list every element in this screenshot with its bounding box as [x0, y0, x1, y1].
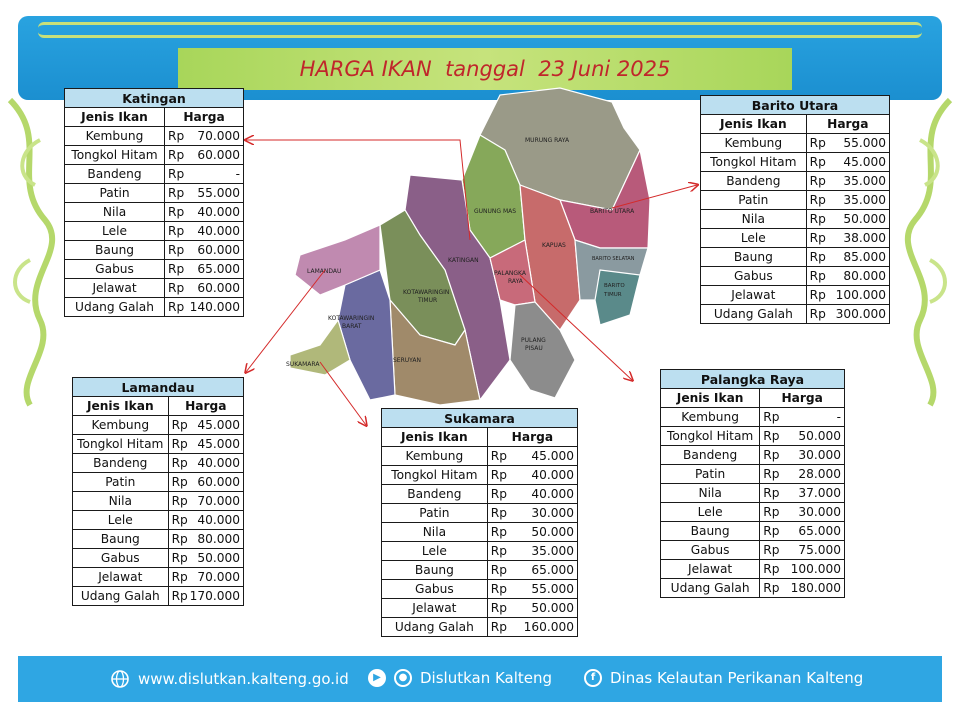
price-cell — [806, 210, 889, 229]
price-cell — [165, 298, 244, 317]
price-value: 30.000 — [513, 504, 578, 523]
price-value: 50.000 — [197, 551, 240, 565]
price-cell — [165, 165, 244, 184]
fish-name: Udang Galah — [701, 305, 807, 324]
fish-name: Tongkol Hitam — [701, 153, 807, 172]
fish-name: Bandeng — [382, 485, 488, 504]
currency-label: Rp — [760, 465, 784, 484]
table-title: Barito Utara — [701, 96, 890, 115]
fish-name: Bandeng — [73, 454, 169, 473]
currency-label: Rp — [809, 288, 826, 302]
table-barito-utara — [700, 95, 890, 324]
fish-name: Gabus — [73, 549, 169, 568]
map-label-barito-timur-1: BARITO — [604, 283, 625, 289]
table-row — [661, 484, 845, 503]
table-row — [661, 522, 845, 541]
map-label-gunung-mas: GUNUNG MAS — [474, 208, 517, 215]
table-row — [661, 541, 845, 560]
price-value: 55.000 — [197, 186, 240, 200]
price-value: 70.000 — [197, 494, 240, 508]
currency-label: Rp — [171, 551, 188, 565]
globe-icon — [110, 669, 130, 689]
fish-name: Tongkol Hitam — [661, 427, 760, 446]
price-value: 60.000 — [197, 475, 240, 489]
currency-label: Rp — [809, 212, 826, 226]
price-cell — [165, 260, 244, 279]
price-cell — [806, 191, 889, 210]
price-value: 60.000 — [197, 148, 240, 162]
price-value: 50.000 — [513, 523, 578, 542]
fish-name: Baung — [65, 241, 165, 260]
price-value: 300.000 — [835, 307, 886, 321]
table-row — [382, 599, 578, 618]
currency-label: Rp — [760, 484, 784, 503]
table-row — [73, 492, 244, 511]
price-value: 65.000 — [197, 262, 240, 276]
footer-social-text: Dislutkan Kalteng — [420, 669, 553, 687]
table-row — [65, 298, 244, 317]
price-value: 45.000 — [513, 447, 578, 466]
table-row — [701, 267, 890, 286]
fish-name: Baung — [73, 530, 169, 549]
price-cell — [806, 286, 889, 305]
table-row — [701, 248, 890, 267]
price-cell — [168, 568, 243, 587]
table-row — [65, 222, 244, 241]
currency-label: Rp — [760, 541, 784, 560]
table-sukamara — [381, 408, 578, 637]
footer-bar — [18, 656, 942, 702]
price-value: 85.000 — [843, 250, 886, 264]
currency-label: Rp — [487, 485, 513, 504]
currency-label: Rp — [168, 148, 185, 162]
table-row — [73, 530, 244, 549]
footer-website[interactable] — [110, 669, 349, 689]
price-value: 28.000 — [784, 465, 845, 484]
fish-name: Tongkol Hitam — [73, 435, 169, 454]
price-value: 65.000 — [784, 522, 845, 541]
map-label-barito-timur-2: TIMUR — [604, 292, 622, 298]
table-title: Sukamara — [382, 409, 578, 428]
price-value: - — [784, 408, 845, 427]
currency-label: Rp — [168, 262, 185, 276]
table-row — [65, 279, 244, 298]
table-row — [65, 260, 244, 279]
price-value: 160.000 — [513, 618, 578, 637]
fish-name: Nila — [65, 203, 165, 222]
table-row — [661, 503, 845, 522]
table-row — [382, 618, 578, 637]
price-value: 50.000 — [513, 599, 578, 618]
column-header-price: Harga — [168, 397, 243, 416]
table-row — [661, 465, 845, 484]
map-label-katingan: KATINGAN — [448, 257, 479, 264]
price-value: 70.000 — [197, 570, 240, 584]
price-value: 80.000 — [843, 269, 886, 283]
currency-label: Rp — [487, 542, 513, 561]
price-cell — [165, 127, 244, 146]
price-value: 50.000 — [843, 212, 886, 226]
price-value: 40.000 — [197, 456, 240, 470]
table-row — [382, 466, 578, 485]
currency-label: Rp — [760, 408, 784, 427]
fish-name: Jelawat — [382, 599, 488, 618]
currency-label: Rp — [487, 561, 513, 580]
price-cell — [165, 241, 244, 260]
fish-name: Gabus — [701, 267, 807, 286]
currency-label: Rp — [168, 281, 185, 295]
price-value: 40.000 — [513, 466, 578, 485]
fish-name: Lele — [661, 503, 760, 522]
fish-name: Lele — [73, 511, 169, 530]
fish-name: Lele — [382, 542, 488, 561]
fish-name: Udang Galah — [65, 298, 165, 317]
table-row — [701, 286, 890, 305]
table-row — [701, 305, 890, 324]
column-header-fish: Jenis Ikan — [661, 389, 760, 408]
table-row — [73, 473, 244, 492]
fish-name: Kembung — [701, 134, 807, 153]
fish-name: Nila — [661, 484, 760, 503]
table-row — [73, 511, 244, 530]
currency-label: Rp — [168, 129, 185, 143]
table-title: Palangka Raya — [661, 370, 845, 389]
table-row — [73, 549, 244, 568]
price-value: 40.000 — [197, 513, 240, 527]
fish-name: Lele — [701, 229, 807, 248]
currency-label: Rp — [809, 193, 826, 207]
fish-name: Bandeng — [701, 172, 807, 191]
fish-name: Gabus — [661, 541, 760, 560]
price-value: 60.000 — [197, 281, 240, 295]
price-value: 35.000 — [843, 174, 886, 188]
fish-name: Patin — [701, 191, 807, 210]
currency-label: Rp — [760, 503, 784, 522]
currency-label: Rp — [487, 447, 513, 466]
price-cell — [168, 530, 243, 549]
price-cell — [168, 492, 243, 511]
map-label-kotawaringin-barat-2: BARAT — [342, 323, 362, 330]
price-cell — [168, 549, 243, 568]
table-row — [73, 435, 244, 454]
price-value: 170.000 — [189, 589, 240, 603]
instagram-icon: ● — [394, 669, 412, 687]
table-row — [65, 184, 244, 203]
fish-name: Patin — [73, 473, 169, 492]
map-label-kotawaringin-timur-2: TIMUR — [418, 297, 438, 304]
map-label-pulang-pisau-2: PISAU — [525, 345, 543, 352]
column-header-fish: Jenis Ikan — [73, 397, 169, 416]
price-value: 40.000 — [197, 205, 240, 219]
fish-name: Baung — [382, 561, 488, 580]
price-cell — [168, 473, 243, 492]
price-cell — [806, 134, 889, 153]
fish-name: Udang Galah — [73, 587, 169, 606]
price-cell — [165, 279, 244, 298]
price-value: 55.000 — [843, 136, 886, 150]
table-title: Lamandau — [73, 378, 244, 397]
price-cell — [165, 184, 244, 203]
currency-label: Rp — [809, 307, 826, 321]
fish-name: Tongkol Hitam — [382, 466, 488, 485]
currency-label: Rp — [487, 580, 513, 599]
facebook-icon: f — [584, 669, 602, 687]
table-title: Katingan — [65, 89, 244, 108]
map-label-palangka-raya-2: RAYA — [508, 278, 523, 285]
table-row — [382, 504, 578, 523]
table-row — [65, 127, 244, 146]
footer-social[interactable] — [368, 669, 552, 687]
fish-name: Kembung — [382, 447, 488, 466]
fish-name: Tongkol Hitam — [65, 146, 165, 165]
table-katingan — [64, 88, 244, 317]
fish-name: Kembung — [65, 127, 165, 146]
table-row — [382, 542, 578, 561]
price-value: 180.000 — [784, 579, 845, 598]
price-cell — [806, 229, 889, 248]
table-row — [382, 580, 578, 599]
table-row — [661, 427, 845, 446]
price-value: 55.000 — [513, 580, 578, 599]
currency-label: Rp — [168, 300, 185, 314]
currency-label: Rp — [809, 250, 826, 264]
currency-label: Rp — [809, 174, 826, 188]
currency-label: Rp — [171, 475, 188, 489]
footer-website-text: www.dislutkan.kalteng.go.id — [138, 670, 349, 688]
table-row — [382, 447, 578, 466]
fish-name: Nila — [382, 523, 488, 542]
table-row — [73, 587, 244, 606]
table-row — [73, 454, 244, 473]
map-label-pulang-pisau-1: PULANG — [521, 337, 546, 344]
price-value: 30.000 — [784, 446, 845, 465]
price-value: 100.000 — [784, 560, 845, 579]
currency-label: Rp — [171, 456, 188, 470]
fish-name: Kembung — [661, 408, 760, 427]
fish-name: Lele — [65, 222, 165, 241]
currency-label: Rp — [487, 523, 513, 542]
currency-label: Rp — [171, 570, 188, 584]
fish-name: Jelawat — [65, 279, 165, 298]
table-row — [65, 165, 244, 184]
region-kotawaringin-barat — [338, 270, 395, 400]
map-label-murung-raya: MURUNG RAYA — [525, 137, 570, 144]
table-row — [65, 146, 244, 165]
price-cell — [806, 172, 889, 191]
currency-label: Rp — [168, 186, 185, 200]
currency-label: Rp — [760, 579, 784, 598]
fish-name: Udang Galah — [661, 579, 760, 598]
price-cell — [168, 416, 243, 435]
column-header-price: Harga — [760, 389, 845, 408]
currency-label: Rp — [171, 494, 188, 508]
price-cell — [168, 435, 243, 454]
currency-label: Rp — [171, 437, 188, 451]
price-value: 45.000 — [843, 155, 886, 169]
column-header-price: Harga — [806, 115, 889, 134]
column-header-fish: Jenis Ikan — [382, 428, 488, 447]
table-palangka-raya — [660, 369, 845, 598]
table-row — [661, 446, 845, 465]
fish-name: Patin — [661, 465, 760, 484]
price-value: 80.000 — [197, 532, 240, 546]
map-label-seruyan: SERUYAN — [393, 357, 421, 364]
currency-label: Rp — [809, 269, 826, 283]
table-row — [73, 568, 244, 587]
fish-name: Patin — [382, 504, 488, 523]
map-label-kotawaringin-barat-1: KOTAWARINGIN — [328, 315, 375, 322]
price-value: 40.000 — [513, 485, 578, 504]
currency-label: Rp — [168, 224, 185, 238]
currency-label: Rp — [171, 418, 188, 432]
price-value: 45.000 — [197, 437, 240, 451]
price-cell — [806, 153, 889, 172]
fish-name: Nila — [73, 492, 169, 511]
table-row — [701, 153, 890, 172]
currency-label: Rp — [171, 532, 188, 546]
price-value: 40.000 — [197, 224, 240, 238]
price-value: 35.000 — [513, 542, 578, 561]
price-cell — [165, 203, 244, 222]
price-value: 37.000 — [784, 484, 845, 503]
fish-name: Nila — [701, 210, 807, 229]
price-cell — [806, 267, 889, 286]
currency-label: Rp — [168, 167, 185, 181]
price-value: 70.000 — [197, 129, 240, 143]
fish-name: Baung — [661, 522, 760, 541]
fish-name: Kembung — [73, 416, 169, 435]
regions — [290, 88, 650, 405]
table-row — [701, 172, 890, 191]
currency-label: Rp — [487, 466, 513, 485]
price-cell — [165, 146, 244, 165]
table-row — [65, 241, 244, 260]
price-cell — [806, 248, 889, 267]
fish-name: Gabus — [382, 580, 488, 599]
table-row — [661, 579, 845, 598]
fish-name: Bandeng — [65, 165, 165, 184]
price-value: 140.000 — [189, 300, 240, 314]
price-value: 38.000 — [843, 231, 886, 245]
currency-label: Rp — [487, 599, 513, 618]
column-header-fish: Jenis Ikan — [65, 108, 165, 127]
currency-label: Rp — [168, 243, 185, 257]
table-row — [73, 416, 244, 435]
currency-label: Rp — [809, 136, 826, 150]
currency-label: Rp — [760, 522, 784, 541]
footer-facebook[interactable] — [584, 669, 863, 687]
price-cell — [806, 305, 889, 324]
currency-label: Rp — [487, 504, 513, 523]
price-cell — [168, 511, 243, 530]
price-value: 65.000 — [513, 561, 578, 580]
price-value: 50.000 — [784, 427, 845, 446]
table-row — [382, 485, 578, 504]
fish-name: Patin — [65, 184, 165, 203]
fish-name: Jelawat — [661, 560, 760, 579]
table-row — [701, 229, 890, 248]
currency-label: Rp — [809, 231, 826, 245]
table-row — [382, 561, 578, 580]
table-row — [661, 560, 845, 579]
map-label-kotawaringin-timur-1: KOTAWARINGIN — [403, 289, 450, 296]
price-value: 35.000 — [843, 193, 886, 207]
table-row — [701, 210, 890, 229]
currency-label: Rp — [809, 155, 826, 169]
price-cell — [165, 222, 244, 241]
price-value: - — [235, 167, 240, 181]
currency-label: Rp — [171, 589, 188, 603]
currency-label: Rp — [760, 427, 784, 446]
currency-label: Rp — [171, 513, 188, 527]
map-label-kapuas: KAPUAS — [542, 242, 566, 249]
currency-label: Rp — [760, 560, 784, 579]
column-header-price: Harga — [165, 108, 244, 127]
fish-name: Bandeng — [661, 446, 760, 465]
price-value: 45.000 — [197, 418, 240, 432]
fish-name: Baung — [701, 248, 807, 267]
fish-name: Jelawat — [701, 286, 807, 305]
map-label-sukamara: SUKAMARA — [286, 361, 320, 368]
page-title: HARGA IKAN tanggal 23 Juni 2025 — [299, 57, 671, 81]
column-header-fish: Jenis Ikan — [701, 115, 807, 134]
table-row — [382, 523, 578, 542]
currency-label: Rp — [487, 618, 513, 637]
map-label-barito-selatan: BARITO SELATAN — [592, 256, 635, 262]
map-label-lamandau: LAMANDAU — [307, 268, 342, 275]
map-label-barito-utara: BARITO UTARA — [590, 208, 635, 215]
price-value: 30.000 — [784, 503, 845, 522]
currency-label: Rp — [168, 205, 185, 219]
price-value: 60.000 — [197, 243, 240, 257]
table-row — [661, 408, 845, 427]
fish-name: Udang Galah — [382, 618, 488, 637]
currency-label: Rp — [760, 446, 784, 465]
map-label-palangka-raya-1: PALANGKA — [494, 270, 526, 277]
price-value: 100.000 — [835, 288, 886, 302]
table-row — [65, 203, 244, 222]
footer-facebook-text: Dinas Kelautan Perikanan Kalteng — [610, 669, 864, 687]
fish-name: Gabus — [65, 260, 165, 279]
table-lamandau — [72, 377, 244, 606]
price-cell — [168, 587, 243, 606]
table-row — [701, 191, 890, 210]
fish-name: Jelawat — [73, 568, 169, 587]
column-header-price: Harga — [487, 428, 577, 447]
price-cell — [168, 454, 243, 473]
price-value: 75.000 — [784, 541, 845, 560]
youtube-icon: ▶ — [368, 669, 386, 687]
table-row — [701, 134, 890, 153]
